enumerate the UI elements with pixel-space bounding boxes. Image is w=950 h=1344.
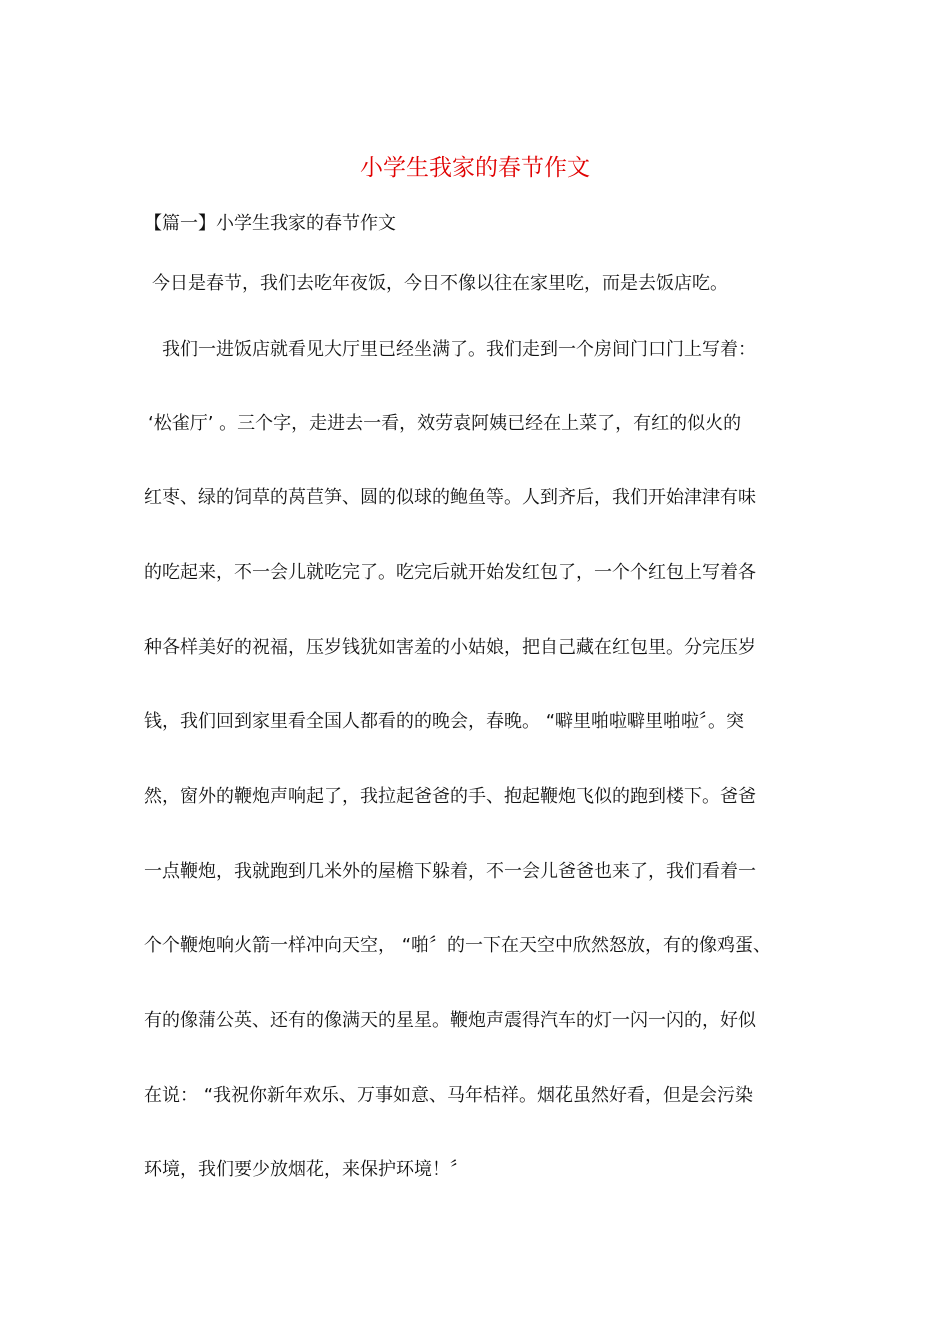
- paragraph-line: ‘松雀厅’ 。三个字，走进去一看，效劳袁阿姨已经在上菜了，有红的似火的: [148, 413, 742, 434]
- paragraph-line: 个个鞭炮响火箭一样冲向天空， “啪〞的一下在天空中欣然怒放，有的像鸡蛋、: [144, 935, 772, 956]
- paragraph-line: 一点鞭炮，我就跑到几米外的屋檐下躲着，不一会儿爸爸也来了，我们看着一: [144, 861, 756, 882]
- paragraph-line: 种各样美好的祝福，压岁钱犹如害羞的小姑娘，把自己藏在红包里。分完压岁: [144, 637, 756, 658]
- paragraph-line: 我们一进饭店就看见大厅里已经坐满了。我们走到一个房间门口门上写着：: [162, 339, 756, 360]
- paragraph-line: 今日是春节，我们去吃年夜饭，今日不像以往在家里吃，而是去饭店吃。: [152, 273, 728, 294]
- paragraph-line: 钱，我们回到家里看全国人都看的的晚会，春晚。 “噼里啪啦噼里啪啦〞。突: [144, 711, 745, 732]
- section-heading: 【篇一】小学生我家的春节作文: [144, 213, 396, 234]
- paragraph-line: 环境，我们要少放烟花，来保护环境！〞: [144, 1159, 468, 1180]
- paragraph-line: 红枣、绿的饲草的莴苣笋、圆的似球的鲍鱼等。人到齐后，我们开始津津有味: [144, 487, 756, 508]
- paragraph-line: 在说： “我祝你新年欢乐、万事如意、马年桔祥。烟花虽然好看，但是会污染: [144, 1085, 754, 1106]
- page-title: 小学生我家的春节作文: [360, 155, 590, 181]
- paragraph-line: 的吃起来，不一会儿就吃完了。吃完后就开始发红包了，一个个红包上写着各: [144, 562, 756, 583]
- paragraph-line: 然，窗外的鞭炮声响起了，我拉起爸爸的手、抱起鞭炮飞似的跑到楼下。爸爸: [144, 786, 756, 807]
- paragraph-line: 有的像蒲公英、还有的像满天的星星。鞭炮声震得汽车的灯一闪一闪的，好似: [144, 1010, 756, 1031]
